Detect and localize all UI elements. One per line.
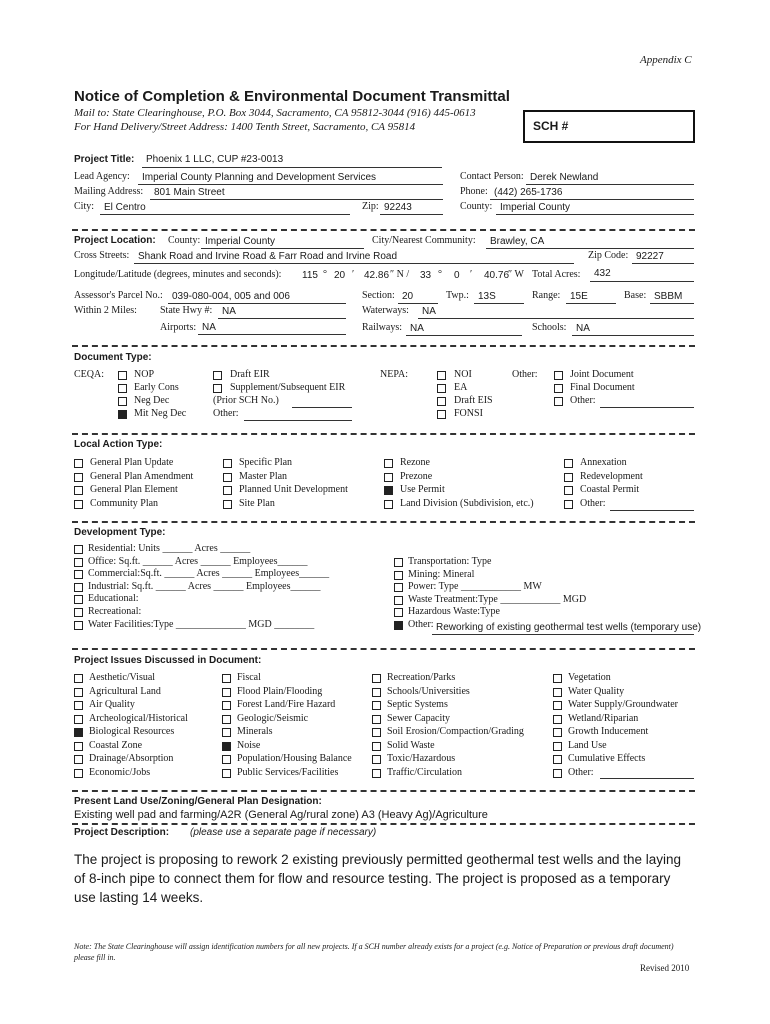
local-action-label: Land Division (Subdivision, etc.) (400, 497, 534, 509)
issue-label: Water Quality (568, 685, 625, 697)
checkbox-mit-neg-dec[interactable] (118, 410, 127, 419)
township-label: Twp.: (446, 290, 469, 301)
latitude-minutes[interactable]: 0 (454, 270, 460, 281)
issue-label: Septic Systems (387, 699, 448, 710)
checkbox-other[interactable] (564, 500, 573, 509)
footer-note: Note: The State Clearinghouse will assign identification numbers for all new projects. If a SCH number already exists for a project (e.g. Notice of Preparation or previous draft document) please fill in. (74, 942, 674, 962)
checkbox-dev-right-5[interactable] (394, 621, 403, 630)
checkbox-forest-land-fire-hazard[interactable] (222, 701, 231, 710)
checkbox-public-services-facilities[interactable] (222, 769, 231, 778)
min-sym-2: ′ (470, 269, 473, 280)
issue-label: Schools/Universities (387, 685, 470, 697)
issue-label: Minerals (237, 726, 273, 737)
zip-value[interactable]: 92243 (384, 202, 412, 213)
range-value[interactable]: 15E (570, 291, 588, 302)
latitude-degrees[interactable]: 33 (420, 270, 432, 281)
checkbox-rezone[interactable] (384, 459, 393, 468)
checkbox-prezone[interactable] (384, 473, 393, 482)
issue-label: Noise (237, 739, 261, 751)
issue-label: Vegetation (568, 672, 611, 683)
checkbox-minerals[interactable] (222, 728, 231, 737)
apn-value[interactable]: 039-080-004, 005 and 006 (172, 291, 290, 302)
appendix-label: Appendix C (640, 54, 692, 66)
issue-label: Biological Resources (89, 726, 175, 737)
issue-label: Growth Inducement (568, 726, 649, 737)
latitude-seconds[interactable]: 40.76 (484, 270, 510, 281)
project-description-note: (please use a separate page if necessary) (190, 827, 377, 838)
issue-label: Agricultural Land (89, 685, 161, 697)
checkbox-biological-resources[interactable] (74, 728, 83, 737)
railways-value[interactable]: NA (410, 323, 424, 334)
development-other-value[interactable]: Reworking of existing geothermal test wells (temporary use) (436, 622, 702, 633)
checkbox-dev-right-0[interactable] (394, 558, 403, 567)
land-use-heading: Present Land Use/Zoning/General Plan Designation: (74, 796, 322, 807)
base-value[interactable]: SBBM (654, 291, 683, 302)
local-action-label: Community Plan (90, 497, 159, 509)
issue-label: Recreation/Parks (387, 672, 456, 683)
issue-label: Solid Waste (387, 739, 435, 751)
checkbox-land-division-subdivision-etc[interactable] (384, 500, 393, 509)
issue-label: Sewer Capacity (387, 712, 451, 724)
checkbox-solid-waste[interactable] (372, 742, 381, 751)
checkbox-fonsi[interactable] (437, 410, 446, 419)
checkbox-recreation-parks[interactable] (372, 674, 381, 683)
issue-label: Aesthetic/Visual (89, 672, 156, 683)
checkbox-schools-universities[interactable] (372, 688, 381, 697)
development-left-label: Industrial: Sq.ft. ______ Acres ______ Employees______ (88, 580, 321, 592)
lat-long-label: Longitude/Latitude (degrees, minutes and seconds): (74, 269, 282, 280)
local-action-label: General Plan Update (90, 457, 174, 468)
checkbox-dev-left-2[interactable] (74, 570, 83, 579)
doc-nop-label: NOP (134, 369, 155, 380)
deg-sym-2: ° (438, 269, 442, 280)
total-acres-label: Total Acres: (532, 269, 581, 280)
schools-value[interactable]: NA (576, 323, 590, 334)
doc-early-cons-label: Early Cons (134, 382, 179, 393)
development-right-label: Transportation: Type (408, 556, 492, 567)
issue-label: Flood Plain/Flooding (237, 685, 323, 697)
checkbox-geologic-seismic[interactable] (222, 715, 231, 724)
local-action-label: Other: (580, 497, 606, 509)
checkbox-dev-left-4[interactable] (74, 595, 83, 604)
range-label: Range: (532, 290, 561, 301)
section-value[interactable]: 20 (402, 291, 414, 302)
form-title: Notice of Completion & Environmental Document Transmittal (74, 88, 510, 105)
checkbox-agricultural-land[interactable] (74, 688, 83, 697)
checkbox-joint-document[interactable] (554, 371, 563, 380)
checkbox-community-plan[interactable] (74, 500, 83, 509)
county-value[interactable]: Imperial County (500, 202, 571, 213)
issue-label: Water Supply/Groundwater (568, 699, 678, 710)
checkbox-coastal-permit[interactable] (564, 486, 573, 495)
development-type-heading: Development Type: (74, 527, 166, 538)
contact-person-value[interactable]: Derek Newland (530, 172, 599, 183)
n-sym: ″ N / (390, 269, 410, 280)
local-action-label: Redevelopment (580, 470, 643, 482)
issue-label: Traffic/Circulation (387, 766, 462, 778)
mailing-address-label: Mailing Address: (74, 186, 144, 197)
local-action-label: Use Permit (400, 484, 445, 495)
project-description-text[interactable]: The project is proposing to rework 2 existing previously permitted geothermal test wells and the laying of 8-inch pipe to connect them for flow and resource testing. The project is proposed as a temporary use lasting 14 weeks. (74, 852, 682, 905)
checkbox-planned-unit-development[interactable] (223, 486, 232, 495)
development-left-label: Commercial:Sq.ft. ______ Acres ______ Employees______ (88, 568, 330, 580)
checkbox-dev-left-5[interactable] (74, 608, 83, 617)
airports-value[interactable]: NA (202, 322, 216, 333)
mail-to-line: Mail to: State Clearinghouse, P.O. Box 3044, Sacramento, CA 95812-3044 (916) 445-0613 (74, 107, 476, 119)
checkbox-flood-plain-flooding[interactable] (222, 688, 231, 697)
checkbox-other[interactable] (553, 769, 562, 778)
checkbox-vegetation[interactable] (553, 674, 562, 683)
development-left-label: Water Facilities:Type ______________ MGD ________ (88, 618, 315, 630)
within-2-miles-label: Within 2 Miles: (74, 305, 137, 316)
revised-label: Revised 2010 (640, 963, 690, 973)
checkbox-toxic-hazardous[interactable] (372, 755, 381, 764)
zip-code-value[interactable]: 92227 (636, 251, 664, 262)
checkbox-dev-right-4[interactable] (394, 608, 403, 617)
issue-label: Other: (568, 766, 594, 778)
waterways-label: Waterways: (362, 305, 409, 316)
sch-label: SCH # (533, 119, 569, 133)
local-action-label: General Plan Amendment (90, 470, 194, 482)
checkbox-general-plan-element[interactable] (74, 486, 83, 495)
development-right-label: Hazardous Waste:Type (408, 606, 500, 618)
checkbox-general-plan-amendment[interactable] (74, 473, 83, 482)
local-action-label: Master Plan (239, 470, 288, 482)
issue-label: Drainage/Absorption (89, 753, 174, 764)
checkbox-fiscal[interactable] (222, 674, 231, 683)
local-action-other-line (610, 510, 694, 511)
local-action-label: Site Plan (239, 497, 275, 509)
doc-neg-dec-label: Neg Dec (134, 395, 170, 406)
checkbox-doc-other[interactable] (554, 397, 563, 406)
zip-code-label: Zip Code: (588, 250, 629, 261)
checkbox-final-document[interactable] (554, 384, 563, 393)
checkbox-master-plan[interactable] (223, 473, 232, 482)
issue-label: Archeological/Historical (89, 712, 188, 724)
checkbox-use-permit[interactable] (384, 486, 393, 495)
zip-label: Zip: (362, 201, 379, 212)
city-label: City: (74, 201, 95, 212)
checkbox-water-supply-groundwater[interactable] (553, 701, 562, 710)
issues-other-line (600, 778, 694, 779)
checkbox-dev-right-3[interactable] (394, 596, 403, 605)
doc-draft-eir-label: Draft EIR (230, 369, 270, 380)
checkbox-noise[interactable] (222, 742, 231, 751)
checkbox-dev-left-3[interactable] (74, 583, 83, 592)
local-action-label: Specific Plan (239, 457, 293, 468)
total-acres-value[interactable]: 432 (594, 268, 611, 279)
development-right-label: Power: Type ____________ MW (408, 581, 542, 593)
issue-label: Wetland/Riparian (568, 712, 639, 724)
development-right-label: Waste Treatment:Type ____________ MGD (408, 593, 587, 605)
longitude-degrees[interactable]: 115 (302, 270, 318, 281)
railways-label: Railways: (362, 322, 402, 333)
nearest-community-value[interactable]: Brawley, CA (490, 236, 545, 247)
nearest-community-label: City/Nearest Community: (372, 235, 476, 246)
sch-number-box[interactable] (523, 110, 695, 143)
loc-county-value[interactable]: Imperial County (205, 236, 276, 247)
issue-label: Population/Housing Balance (237, 753, 352, 764)
lead-agency-label: Lead Agency: (74, 171, 130, 182)
checkbox-population-housing-balance[interactable] (222, 755, 231, 764)
w-sym: ″ W (508, 269, 524, 280)
development-right-label: Other: (408, 619, 434, 630)
local-action-label: General Plan Element (90, 484, 178, 495)
deg-sym-1: ° (323, 269, 327, 280)
min-sym-1: ′ (352, 269, 355, 280)
section-label: Section: (362, 290, 395, 301)
state-hwy-label: State Hwy #: (160, 305, 213, 316)
checkbox-noi[interactable] (437, 371, 446, 380)
checkbox-early-cons[interactable] (118, 384, 127, 393)
project-location-heading: Project Location: (74, 235, 156, 246)
state-hwy-value[interactable]: NA (222, 306, 236, 317)
local-action-label: Planned Unit Development (239, 484, 348, 495)
checkbox-soil-erosion-compaction-grading[interactable] (372, 728, 381, 737)
local-action-label: Prezone (400, 470, 433, 482)
contact-person-label: Contact Person: (460, 171, 524, 182)
checkbox-cumulative-effects[interactable] (553, 755, 562, 764)
schools-label: Schools: (532, 322, 567, 333)
checkbox-neg-dec[interactable] (118, 397, 127, 406)
issue-label: Geologic/Seismic (237, 712, 309, 724)
checkbox-ea[interactable] (437, 384, 446, 393)
development-left-label: Residential: Units ______ Acres ______ (88, 543, 251, 554)
checkbox-nop[interactable] (118, 371, 127, 380)
apn-label: Assessor's Parcel No.: (74, 290, 163, 301)
longitude-minutes[interactable]: 20 (334, 270, 346, 281)
issue-label: Economic/Jobs (89, 766, 151, 778)
checkbox-coastal-zone[interactable] (74, 742, 83, 751)
base-label: Base: (624, 290, 647, 301)
issues-heading: Project Issues Discussed in Document: (74, 655, 262, 666)
cross-streets-value[interactable]: Shank Road and Irvine Road & Farr Road and Irvine Road (138, 251, 398, 262)
issue-label: Coastal Zone (89, 739, 143, 751)
local-action-label: Annexation (580, 457, 627, 468)
checkbox-site-plan[interactable] (223, 500, 232, 509)
airports-label: Airports: (160, 322, 197, 333)
doc-draft-eis-label: Draft EIS (454, 395, 493, 406)
doc-noi-label: NOI (454, 369, 472, 380)
issue-label: Air Quality (89, 699, 135, 710)
checkbox-specific-plan[interactable] (223, 459, 232, 468)
document-type-heading: Document Type: (74, 352, 152, 363)
checkbox-dev-left-6[interactable] (74, 621, 83, 630)
doc-other-heading: Other: (512, 369, 538, 380)
cross-streets-label: Cross Streets: (74, 250, 130, 261)
issue-label: Land Use (568, 739, 607, 751)
hand-delivery-line: For Hand Delivery/Street Address: 1400 Tenth Street, Sacramento, CA 95814 (74, 121, 416, 133)
issue-label: Forest Land/Fire Hazard (237, 699, 336, 710)
development-left-label: Educational: (88, 593, 139, 605)
doc-final-label: Final Document (570, 382, 635, 393)
doc-other-item-label: Other: (570, 395, 596, 406)
checkbox-drainage-absorption[interactable] (74, 755, 83, 764)
checkbox-dev-left-1[interactable] (74, 558, 83, 567)
doc-mit-neg-dec-label: Mit Neg Dec (134, 408, 187, 419)
checkbox-annexation[interactable] (564, 459, 573, 468)
doc-ea-label: EA (454, 382, 468, 393)
checkbox-general-plan-update[interactable] (74, 459, 83, 468)
nepa-label: NEPA: (380, 369, 408, 380)
development-right-label: Mining: Mineral (408, 568, 475, 580)
checkbox-wetland-riparian[interactable] (553, 715, 562, 724)
local-action-heading: Local Action Type: (74, 439, 163, 450)
checkbox-draft-eis[interactable] (437, 397, 446, 406)
development-left-label: Recreational: (88, 606, 142, 617)
issue-label: Cumulative Effects (568, 753, 646, 764)
waterways-value[interactable]: NA (422, 306, 436, 317)
doc-other-label: Other: (213, 408, 239, 419)
phone-label: Phone: (460, 186, 488, 197)
project-title-label: Project Title: (74, 154, 135, 165)
project-description-heading: Project Description: (74, 827, 170, 838)
checkbox-dev-right-2[interactable] (394, 583, 403, 592)
development-left-label: Office: Sq.ft. ______ Acres ______ Employees______ (88, 555, 308, 567)
checkbox-draft-eir[interactable] (213, 371, 222, 380)
checkbox-dev-right-1[interactable] (394, 571, 403, 580)
checkbox-water-quality[interactable] (553, 688, 562, 697)
issue-label: Fiscal (237, 672, 261, 683)
ceqa-label: CEQA: (74, 369, 104, 380)
checkbox-sewer-capacity[interactable] (372, 715, 381, 724)
checkbox-economic-jobs[interactable] (74, 769, 83, 778)
checkbox-redevelopment[interactable] (564, 473, 573, 482)
doc-fonsi-label: FONSI (454, 408, 483, 419)
checkbox-septic-systems[interactable] (372, 701, 381, 710)
city-value[interactable]: El Centro (104, 202, 146, 213)
mailing-address-value[interactable]: 801 Main Street (154, 187, 225, 198)
longitude-seconds[interactable]: 42.86 (364, 270, 390, 281)
doc-prior-sch-label: (Prior SCH No.) (213, 395, 279, 406)
issue-label: Soil Erosion/Compaction/Grading (387, 726, 524, 737)
checkbox-air-quality[interactable] (74, 701, 83, 710)
checkbox-traffic-circulation[interactable] (372, 769, 381, 778)
doc-joint-label: Joint Document (570, 369, 634, 380)
checkbox-land-use[interactable] (553, 742, 562, 751)
checkbox-archeological-historical[interactable] (74, 715, 83, 724)
local-action-label: Coastal Permit (580, 484, 640, 495)
lead-agency-value[interactable]: Imperial County Planning and Development Services (142, 172, 377, 183)
loc-county-label: County: (168, 235, 201, 246)
phone-value[interactable]: (442) 265-1736 (494, 187, 563, 198)
land-use-value[interactable]: Existing well pad and farming/A2R (General Ag/rural zone) A3 (Heavy Ag)/Agriculture (74, 809, 488, 821)
doc-supplement-label: Supplement/Subsequent EIR (230, 382, 346, 393)
project-title-value[interactable]: Phoenix 1 LLC, CUP #23-0013 (146, 154, 284, 165)
township-value[interactable]: 13S (478, 291, 496, 302)
checkbox-aesthetic-visual[interactable] (74, 674, 83, 683)
checkbox-supplement-eir[interactable] (213, 384, 222, 393)
checkbox-dev-left-0[interactable] (74, 545, 83, 554)
issue-label: Toxic/Hazardous (387, 753, 456, 764)
county-label: County: (460, 201, 493, 212)
local-action-label: Rezone (400, 457, 430, 468)
issue-label: Public Services/Facilities (237, 766, 339, 778)
checkbox-growth-inducement[interactable] (553, 728, 562, 737)
